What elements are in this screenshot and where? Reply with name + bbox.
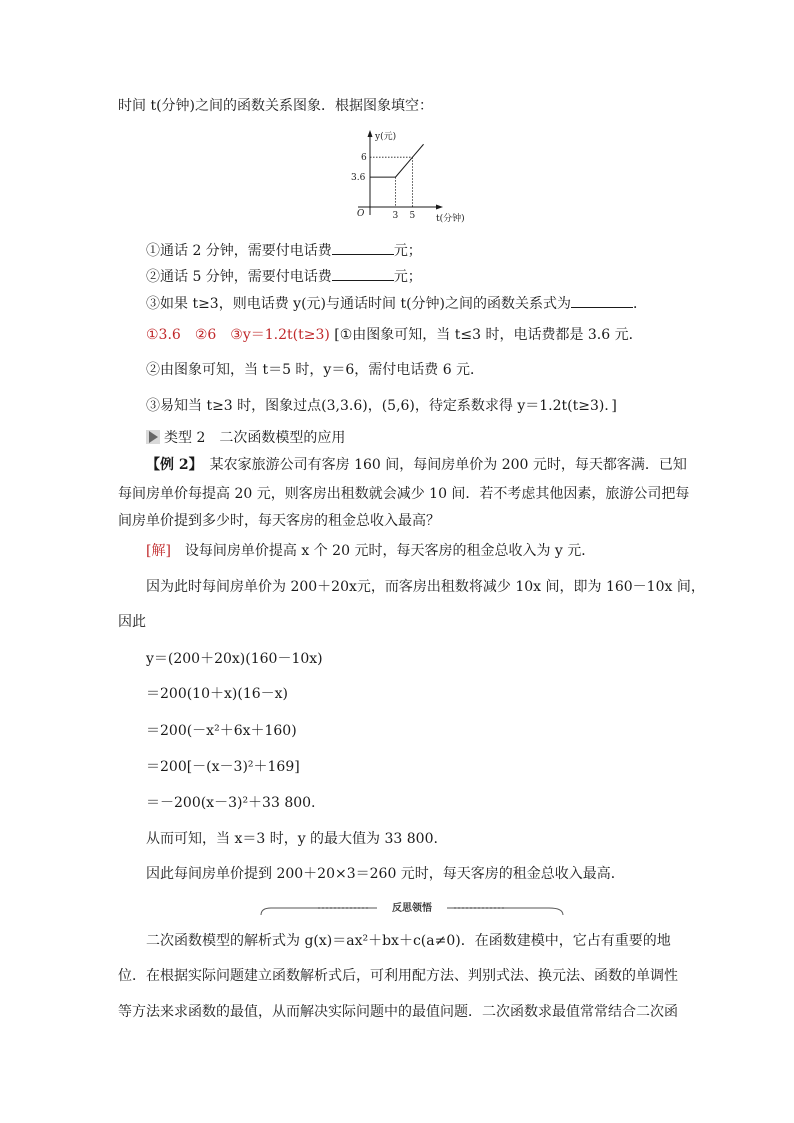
example-tag: 【例 2】 [146,457,196,473]
question-3-end: ． [633,296,647,312]
type-heading-label: 类型 2 二次函数模型的应用 [164,430,346,446]
equation-5: ＝－200(x－3)²＋33 800. [146,795,316,811]
reflection-banner [259,901,565,917]
play-icon [146,430,160,444]
question-1-blank [332,240,394,255]
equation-4: ＝200[－(x－3)²＋169] [146,759,300,775]
reflection-banner-title: 反思领悟 [392,903,432,914]
solution-line-1 [146,541,595,561]
question-1-unit: 元； [393,243,422,259]
question-3-blank [571,293,633,308]
equation-3: ＝200(－x²＋6x＋160) [146,723,297,739]
graph-marks [370,144,424,207]
example-line-2: 每间房单价每提高 20 元，则客房出租数就会减少 10 间．若不考虑其他因素，旅游公司把每 [118,486,690,502]
y-tick-6: 6 [361,153,367,164]
graph-segment [396,157,413,177]
question-2-unit: 元； [393,269,422,285]
x-axis-arrow [436,205,443,210]
origin-label: O [357,209,365,219]
solution-line-3: 因此 [118,614,146,630]
solution-tag: [解] [146,543,171,559]
equation-1: y＝(200＋20x)(160－10x) [146,651,323,667]
answer-line-3: ③易知当 t≥3 时，图象过点(3,3.6)，(5,6)，待定系数求得 y＝1.2t(t≥3)．] [146,398,617,414]
example-line-1 [146,455,687,475]
answer-explanation-1: [①由图象可知，当 t≤3 时，电话费都是 3.6 元． [329,327,643,343]
example-line-3: 间房单价提到多少时，每天客房的租金总收入最高？ [118,513,440,529]
conclusion-1: 从而可知，当 x＝3 时，y 的最大值为 33 800. [146,831,438,847]
question-1 [146,240,422,261]
equation-2: ＝200(10＋x)(16－x) [146,686,288,702]
x-axis-label: t(分钟) [436,214,465,224]
y-axis-arrow [368,130,373,137]
solution-line-2: 因为此时每间房单价为 200＋20x元，而客房出租数将减少 10x 间，即为 160－10x 间， [146,579,705,595]
question-3-text: ③如果 t≥3，则电话费 y(元)与通话时间 t(分钟)之间的函数关系式为 [146,296,571,312]
reflection-line-2: 位．在根据实际问题建立函数解析式后，可利用配方法、判别式法、换元法、函数的单调性 [118,968,678,984]
question-3 [146,293,647,314]
type-heading [146,428,345,448]
question-2 [146,266,422,287]
x-tick-5: 5 [409,211,416,221]
x-tick-3: 3 [392,211,399,221]
example-line-1-text: 某农家旅游公司有客房 160 间，每间房单价为 200 元时，每天都客满．已知 [195,457,687,473]
question-1-text: ①通话 2 分钟，需要付电话费 [146,243,332,259]
answer-line-1 [146,325,643,345]
solution-line-1-text: 设每间房单价提高 x 个 20 元时，每天客房的租金总收入为 y 元． [170,543,596,559]
answer-line-2: ②由图象可知，当 t＝5 时，y＝6，需付电话费 6 元． [146,362,485,378]
y-axis-label: y(元) [375,132,397,142]
question-2-blank [332,266,394,281]
intro-text: 时间 t(分钟)之间的函数关系图象．根据图象填空： [118,98,433,114]
phone-fee-graph [348,125,472,225]
reflection-line-3: 等方法来求函数的最值，从而解决实际问题中的最值问题．二次函数求最值常常结合二次函 [118,1004,678,1020]
conclusion-2: 因此每间房单价提到 200＋20×3＝260 元时，每天客房的租金总收入最高． [146,866,625,882]
y-tick-3-6: 3.6 [351,173,366,184]
reflection-line-1: 二次函数模型的解析式为 g(x)＝ax²＋bx＋c(a≠0)．在函数建模中，它占有重要的地 [146,933,671,949]
answer-key: ①3.6 ②6 ③y＝1.2t(t≥3) [146,327,330,343]
question-2-text: ②通话 5 分钟，需要付电话费 [146,269,332,285]
graph-segment [413,144,424,157]
